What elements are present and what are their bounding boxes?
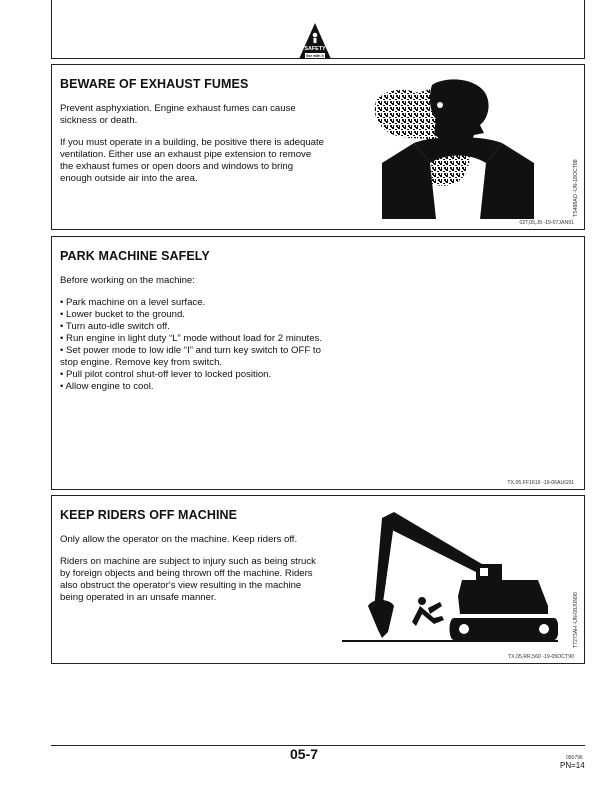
- section-title: PARK MACHINE SAFELY: [60, 249, 210, 263]
- list-item: • Pull pilot control shut-off lever to locked position.: [60, 369, 330, 381]
- page-code: 050796: [566, 755, 583, 761]
- intro-text: Before working on the machine:: [60, 275, 195, 286]
- logo-text-bottom: live with it: [306, 54, 324, 58]
- list-item: • Allow engine to cool.: [60, 381, 330, 393]
- paragraph: Riders on machine are subject to injury such as being struck by foreign objects and being thrown off the machine. Riders also obstruct the operator's view resulting in the machine being operated in an unsafe manner.: [60, 556, 316, 603]
- safety-alert-icon: [298, 22, 332, 60]
- list-item: • Run engine in light duty “L” mode without load for 2 minutes.: [60, 333, 330, 345]
- excavator-rider-falling-icon: [342, 510, 558, 648]
- reference-code: TX,05,RR,560 -19-05OCT90: [507, 654, 574, 660]
- section-park-machine: [51, 236, 585, 490]
- list-item: • Park machine on a level surface.: [60, 297, 330, 309]
- section-keep-riders-off: [51, 495, 585, 664]
- image-code-label: TS488AO -UN-18OCT88: [573, 159, 579, 217]
- paragraph: If you must operate in a building, be positive there is adequate ventilation. Either use an exhaust pipe extension to remove the exhaust fumes or open doors and windows to bring enough outside air into the area.: [60, 137, 324, 184]
- section-body: [60, 534, 325, 614]
- list-item: • Turn auto-idle switch off.: [60, 321, 330, 333]
- page-number: 05-7: [290, 746, 319, 762]
- paragraph: Only allow the operator on the machine. Keep riders off.: [60, 534, 298, 545]
- section-exhaust-fumes: [51, 64, 585, 230]
- reference-code: 02T,05,J9 -19-07JAN91: [519, 220, 574, 226]
- image-code-label: T7273AH -UN-08JUN90: [573, 592, 579, 648]
- list-item: • Lower bucket to the ground.: [60, 309, 330, 321]
- list-item: • Set power mode to low idle “I” and turn key switch to OFF to stop engine. Remove key from switch.: [60, 345, 330, 369]
- section-title: BEWARE OF EXHAUST FUMES: [60, 77, 249, 91]
- section-body: [60, 275, 330, 393]
- reference-code: TX,05,FF1619 -19-06AUG91: [507, 480, 574, 486]
- pn-label: PN=14: [560, 761, 585, 770]
- logo-text-top: SAFETY: [304, 46, 326, 52]
- section-body: [60, 103, 325, 195]
- exhaust-fumes-person-icon: [374, 79, 560, 219]
- paragraph: Prevent asphyxiation. Engine exhaust fumes can cause sickness or death.: [60, 103, 296, 126]
- section-title: KEEP RIDERS OFF MACHINE: [60, 508, 238, 522]
- instruction-list: [60, 297, 330, 393]
